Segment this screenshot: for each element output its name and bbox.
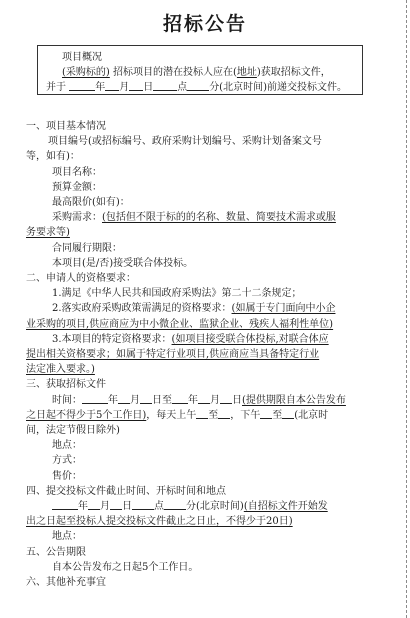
- procurement-requirement-cont: 务要求等): [26, 227, 70, 239]
- acquire-time-cont-2: 间，法定节假日除外): [26, 425, 120, 437]
- requirement-3-cont-2: 法定准入要求。): [26, 364, 95, 376]
- budget-label: 预算金额：: [52, 181, 102, 193]
- project-name-label: 项目名称：: [52, 166, 102, 178]
- max-price-label: 最高限价(如有)：: [52, 197, 130, 209]
- section-1-heading: 一、项目基本情况: [26, 121, 106, 132]
- project-overview-box: [37, 45, 363, 95]
- submission-deadline: 年 月 日 点 分(北京时间)(自招标文件开始发: [26, 499, 383, 514]
- section-5-heading: 五、公告期限: [26, 546, 86, 558]
- submission-deadline-cont: 出之日起至投标人提交投标文件截止之日止，不得少于20日): [26, 516, 293, 528]
- requirement-2-cont: 业采购的项目,供应商应为中小微企业、监狱企业、残疾人福利性单位): [26, 318, 334, 330]
- section-2-heading: 二、申请人的资格要求：: [26, 273, 136, 285]
- announcement-period-text: 自本公告发布之日起5个工作日。: [52, 561, 199, 573]
- document-price-label: 售价：: [52, 470, 82, 482]
- acquire-method-label: 方式：: [52, 455, 82, 467]
- requirement-2: 2.落实政府采购政策需满足的资格要求：(如属于专门面向中小企: [52, 303, 336, 315]
- acquire-time-cont: 之日起不得少于5个工作日)，每天上午 至 ，下午 至 (北京时: [26, 409, 329, 421]
- section-3-heading: 三、获取招标文件: [26, 379, 106, 391]
- document-title: 招标公告: [162, 13, 247, 35]
- contract-period-label: 合同履行期限：: [52, 242, 122, 254]
- section-6-heading: 六、其他补充事宜: [26, 577, 106, 589]
- acquire-place-label: 地点：: [52, 440, 82, 452]
- acquire-time: 时间： 年 月 日至 年 月 日(提供期限自本公告发布: [52, 394, 346, 406]
- procurement-requirement: 采购需求：(包括但不限于标的的名称、数量、简要技术需求或服: [52, 212, 336, 224]
- project-number-label-cont: 等，如有)：: [26, 151, 80, 163]
- announcement-body: [26, 119, 383, 590]
- requirement-3-cont: 提出相关资格要求；如属于特定行业项目,供应商应当具备特定行业: [26, 349, 320, 361]
- overview-heading: 项目概况: [62, 52, 102, 63]
- requirement-1: 1.满足《中华人民共和国政府采购法》第二十二条规定；: [52, 288, 302, 300]
- project-number-label: 项目编号(或招标编号、政府采购计划编号、采购计划备案文号: [48, 136, 322, 148]
- bid-opening-place-label: 地点：: [52, 531, 82, 543]
- joint-bid-statement: 本项目(是/否)接受联合体投标。: [52, 257, 194, 269]
- overview-line-3: 并于 年 月 日 点 分(北京时间)前递交投标文件。: [46, 82, 347, 93]
- overview-line-2: (采购标的) 招标项目的潜在投标人应在(地址)获取招标文件，: [62, 67, 331, 78]
- section-4-heading: 四、提交投标文件截止时间、开标时间和地点: [26, 485, 226, 497]
- requirement-3: 3.本项目的特定资格要求：(如项目接受联合体投标,对联合体应: [52, 333, 329, 345]
- page-edge-rule: [406, 0, 407, 618]
